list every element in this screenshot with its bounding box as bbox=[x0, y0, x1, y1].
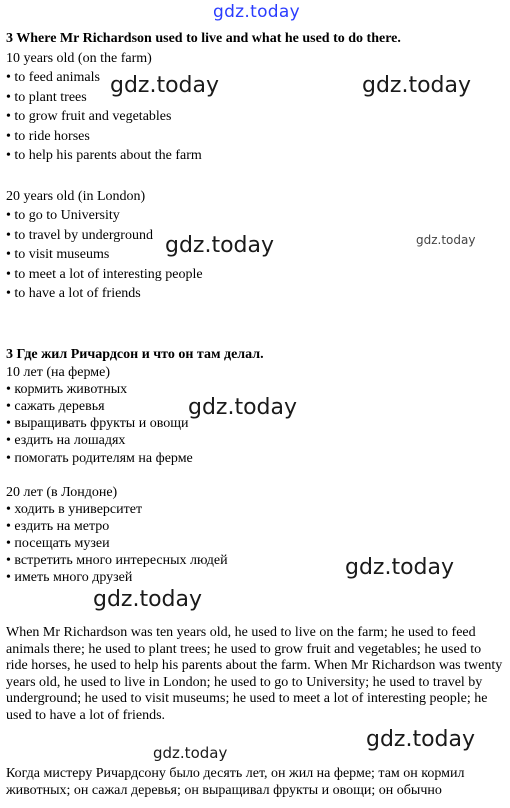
watermark: gdz.today bbox=[345, 555, 455, 580]
farm-title-ru: 10 лет (на ферме) bbox=[6, 365, 110, 380]
watermark: gdz.today bbox=[416, 233, 476, 247]
list-item: • выращивать фрукты и овощи bbox=[6, 416, 189, 431]
watermark: gdz.today bbox=[188, 395, 298, 420]
list-item: • to travel by underground bbox=[6, 228, 153, 243]
list-item: • иметь много друзей bbox=[6, 570, 133, 585]
list-item: • ходить в университет bbox=[6, 502, 143, 517]
list-item: • ездить на метро bbox=[6, 519, 110, 534]
farm-title-en: 10 years old (on the farm) bbox=[6, 51, 152, 66]
watermark: gdz.today bbox=[110, 73, 220, 98]
list-item: • to help his parents about the farm bbox=[6, 148, 202, 163]
list-item: • кормить животных bbox=[6, 382, 128, 397]
heading-ru: 3 Где жил Ричардсон и что он там делал. bbox=[6, 347, 264, 362]
list-item: • to visit museums bbox=[6, 247, 110, 262]
list-item: • to have a lot of friends bbox=[6, 286, 141, 301]
list-item: • помогать родителям на ферме bbox=[6, 451, 193, 466]
list-item: • ездить на лошадях bbox=[6, 433, 126, 448]
london-title-ru: 20 лет (в Лондоне) bbox=[6, 485, 118, 500]
watermark: gdz.today bbox=[213, 2, 300, 22]
list-item: • to meet a lot of interesting people bbox=[6, 267, 203, 282]
watermark: gdz.today bbox=[366, 727, 476, 752]
london-title-en: 20 years old (in London) bbox=[6, 189, 146, 204]
list-item: • встретить много интересных людей bbox=[6, 553, 228, 568]
paragraph-ru: Когда мистеру Ричардсону было десять лет, он жил на ферме; там он кормил животных; он сажал деревья; он выращивал фрукты и овощи; он обычно bbox=[6, 766, 465, 798]
list-item: • to feed animals bbox=[6, 70, 100, 85]
list-item: • сажать деревья bbox=[6, 399, 105, 414]
watermark: gdz.today bbox=[93, 587, 203, 612]
list-item: • to go to University bbox=[6, 208, 120, 223]
watermark: gdz.today bbox=[165, 233, 275, 258]
list-item: • to ride horses bbox=[6, 129, 90, 144]
list-item: • посещать музеи bbox=[6, 536, 110, 551]
heading-en: 3 Where Mr Richardson used to live and what he used to do there. bbox=[6, 31, 401, 46]
paragraph-en: When Mr Richardson was ten years old, he used to live on the farm; he used to feed animals there; he used to plant trees; he used to grow fruit and vegetables; he used to ride horses, he used to help his parents about the farm. When Mr Richardson was twenty years old, he used to live in London; he used to go to University; he used to travel by underground; he used to visit museums; he used to meet a lot of interesting people; he used to have a lot of friends. bbox=[6, 625, 503, 723]
watermark: gdz.today bbox=[153, 744, 228, 762]
list-item: • to plant trees bbox=[6, 90, 87, 105]
list-item: • to grow fruit and vegetables bbox=[6, 109, 172, 124]
watermark: gdz.today bbox=[362, 73, 472, 98]
